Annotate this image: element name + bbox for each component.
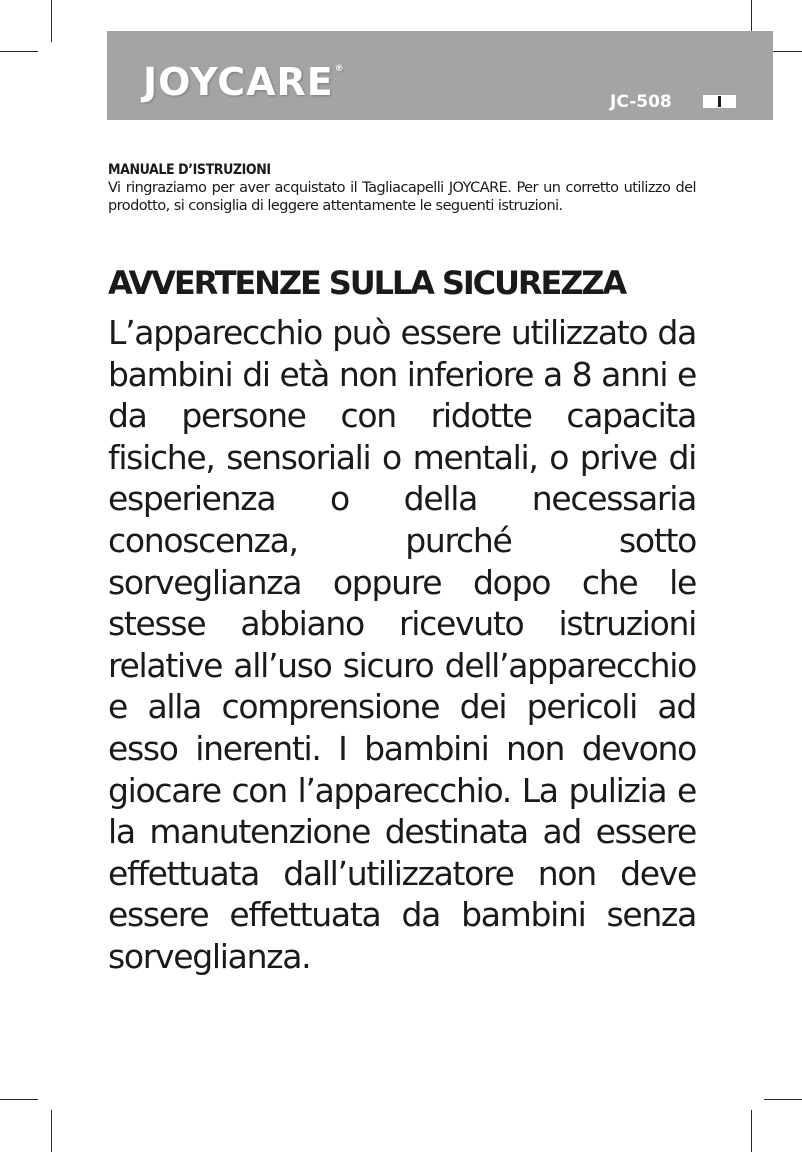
brand-logo (143, 60, 345, 104)
header-band (107, 31, 773, 120)
brand-name: JOYCARE (143, 60, 334, 104)
intro-paragraph: Vi ringraziamo per aver acquistato il Tagliacapelli JOYCARE. Per un corretto utilizzo del prodotto, si consiglia di leggere attentamente le seguenti istruzioni. (108, 180, 696, 214)
crop-mark (764, 1099, 802, 1100)
crop-mark (0, 1099, 38, 1100)
crop-mark (751, 1110, 752, 1152)
crop-mark (51, 1110, 52, 1152)
crop-mark (0, 51, 38, 52)
model-number: JC-508 (610, 92, 672, 112)
language-marker-glyph (718, 96, 721, 107)
crop-mark (51, 0, 52, 42)
registered-mark: ® (334, 64, 345, 74)
language-marker (703, 95, 736, 108)
safety-paragraph: L’apparecchio può essere utilizzato da bambini di età non inferiore a 8 anni e da persone con ridotte capacita fisiche, sensoriali o mentali, o prive di esperienza o della necessaria conoscenza, purché sotto sorveglianza oppure dopo che le stesse abbiano ricevuto istruzioni relative all’uso sicuro dell’apparecchio e alla comprensione dei pericoli ad esso inerenti. I bambini non devono giocare con l’apparecchio. La pulizia e la manutenzione destinata ad essere effettuata dall’utilizzatore non deve essere effettuata da bambini senza sorveglianza. (108, 313, 696, 976)
safety-heading: AVVERTENZE SULLA SICUREZZA (108, 264, 626, 302)
manual-title: MANUALE D’ISTRUZIONI (108, 162, 271, 178)
